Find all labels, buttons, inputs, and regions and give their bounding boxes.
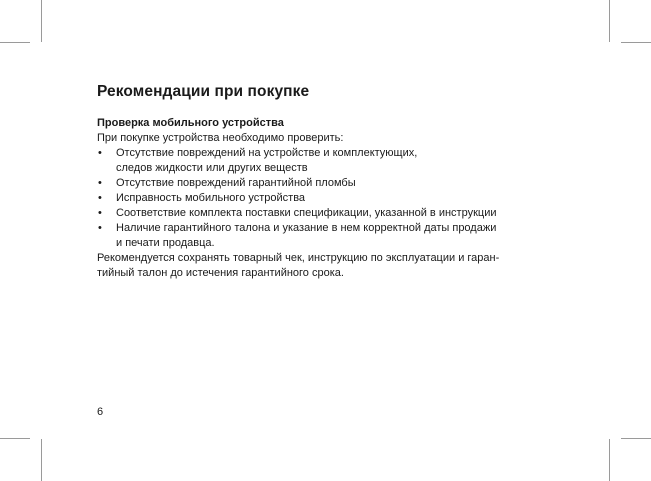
list-item-line: Отсутствие повреждений гарантийной пломбы: [116, 177, 356, 189]
crop-mark-bottom-right-vertical: [609, 439, 610, 481]
intro-text: При покупке устройства необходимо проверить:: [97, 132, 344, 144]
section-title: Проверка мобильного устройства: [97, 117, 284, 129]
list-item: [97, 221, 587, 251]
closing-line: тийный талон до истечения гарантийного срока.: [97, 267, 344, 279]
list-item: [97, 206, 587, 221]
crop-mark-top-left-horizontal: [0, 42, 30, 43]
list-item-line: и печати продавца.: [116, 237, 215, 249]
page-title: Рекомендации при покупке: [97, 83, 310, 100]
document-content: [97, 82, 587, 281]
bullet-icon: •: [98, 177, 102, 189]
crop-mark-bottom-left-vertical: [41, 439, 42, 481]
bullet-icon: •: [98, 222, 102, 234]
bullet-icon: •: [98, 192, 102, 204]
list-item-line: Отсутствие повреждений на устройстве и комплектующих,: [116, 147, 418, 159]
crop-mark-top-right-horizontal: [621, 42, 651, 43]
closing-line: Рекомендуется сохранять товарный чек, инструкцию по эксплуатации и гаран-: [97, 252, 500, 264]
list-item-line: Наличие гарантийного талона и указание в нем корректной даты продажи: [116, 222, 497, 234]
bullet-icon: •: [98, 207, 102, 219]
crop-mark-top-left-vertical: [41, 0, 42, 42]
crop-mark-bottom-left-horizontal: [0, 438, 30, 439]
list-item-line: следов жидкости или других веществ: [116, 162, 308, 174]
bullet-icon: •: [98, 147, 102, 159]
crop-mark-top-right-vertical: [609, 0, 610, 42]
page-number: 6: [97, 406, 104, 418]
checklist: [97, 146, 587, 251]
crop-mark-bottom-right-horizontal: [621, 438, 651, 439]
list-item-line: Исправность мобильного устройства: [116, 192, 306, 204]
closing-paragraph: [97, 251, 587, 281]
list-item-line: Соответствие комплекта поставки спецификации, указанной в инструкции: [116, 207, 497, 219]
list-item: [97, 176, 587, 191]
list-item: [97, 191, 587, 206]
list-item: [97, 146, 587, 176]
